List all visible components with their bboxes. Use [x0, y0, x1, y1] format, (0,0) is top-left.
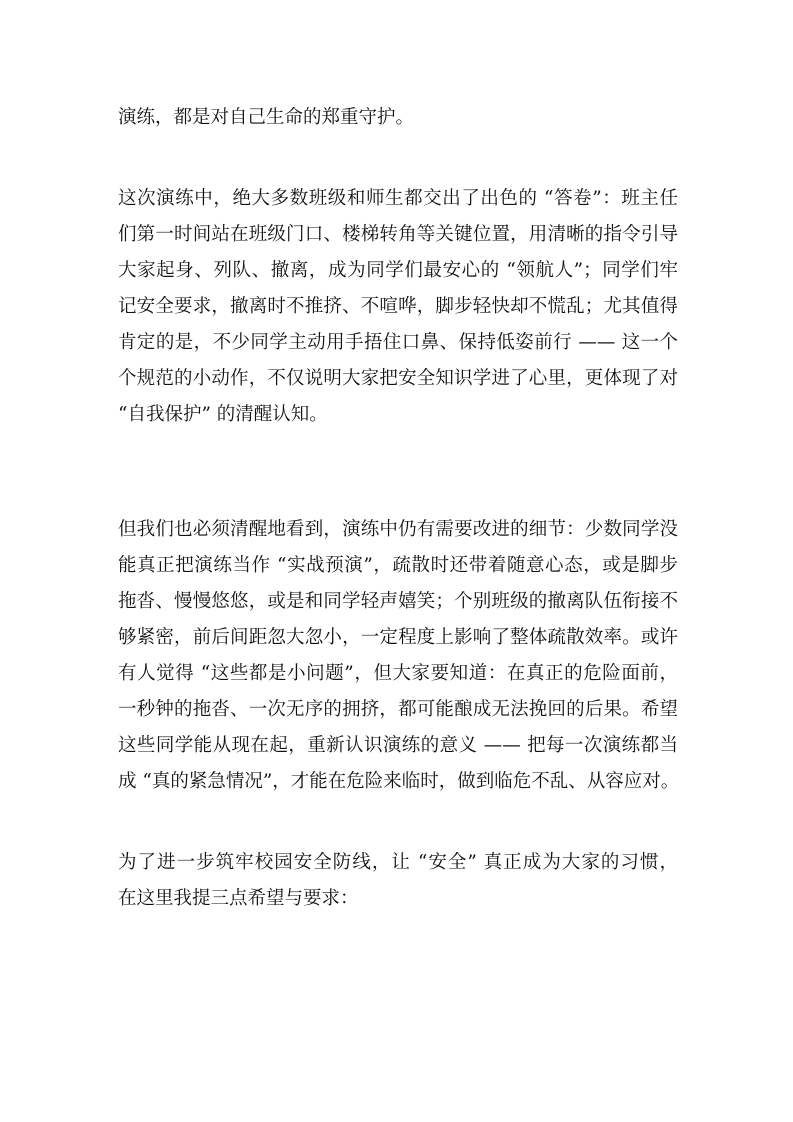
paragraph-2-line-5: 肯定的是，不少同学主动用手捂住口鼻、保持低姿前行 —— 这一个 [118, 332, 678, 353]
paragraph-3-line-3: 拖沓、慢慢悠悠，或是和同学轻声嬉笑；个别班级的撤离队伍衔接不 [118, 591, 678, 612]
paragraph-3-line-5: 有人觉得 “这些都是小问题”，但大家要知道：在真正的危险面前， [118, 663, 678, 684]
paragraph-3-line-6: 一秒钟的拖沓、一次无序的拥挤，都可能酿成无法挽回的后果。希望 [118, 699, 678, 720]
paragraph-3-line-7: 这些同学能从现在起，重新认识演练的意义 —— 把每一次演练都当 [118, 735, 678, 756]
paragraph-3-line-2: 能真正把演练当作 “实战预演”，疏散时还带着随意心态，或是脚步 [118, 555, 678, 576]
paragraph-2-line-4: 记安全要求，撤离时不推挤、不喧哗，脚步轻快却不慌乱；尤其值得 [118, 296, 678, 317]
paragraph-3-line-1: 但我们也必须清醒地看到，演练中仍有需要改进的细节：少数同学没 [118, 519, 678, 540]
paragraph-1-line-1: 演练，都是对自己生命的郑重守护。 [118, 107, 415, 128]
paragraph-2-line-1: 这次演练中，绝大多数班级和师生都交出了出色的 “答卷”：班主任 [118, 188, 678, 209]
paragraph-2-line-7: “自我保护” 的清醒认知。 [118, 404, 328, 425]
paragraph-2-line-6: 个规范的小动作，不仅说明大家把安全知识学进了心里，更体现了对 [118, 368, 678, 389]
paragraph-2-line-3: 大家起身、列队、撤离，成为同学们最安心的 “领航人”；同学们牢 [118, 260, 678, 281]
paragraph-4-line-1: 为了进一步筑牢校园安全防线，让 “安全” 真正成为大家的习惯， [118, 852, 678, 873]
paragraph-4-line-2: 在这里我提三点希望与要求： [118, 888, 359, 909]
paragraph-2-line-2: 们第一时间站在班级门口、楼梯转角等关键位置，用清晰的指令引导 [118, 224, 678, 245]
paragraph-3-line-8: 成 “真的紧急情况”，才能在危险来临时，做到临危不乱、从容应对。 [118, 771, 680, 792]
paragraph-3-line-4: 够紧密，前后间距忽大忽小，一定程度上影响了整体疏散效率。或许 [118, 627, 678, 648]
